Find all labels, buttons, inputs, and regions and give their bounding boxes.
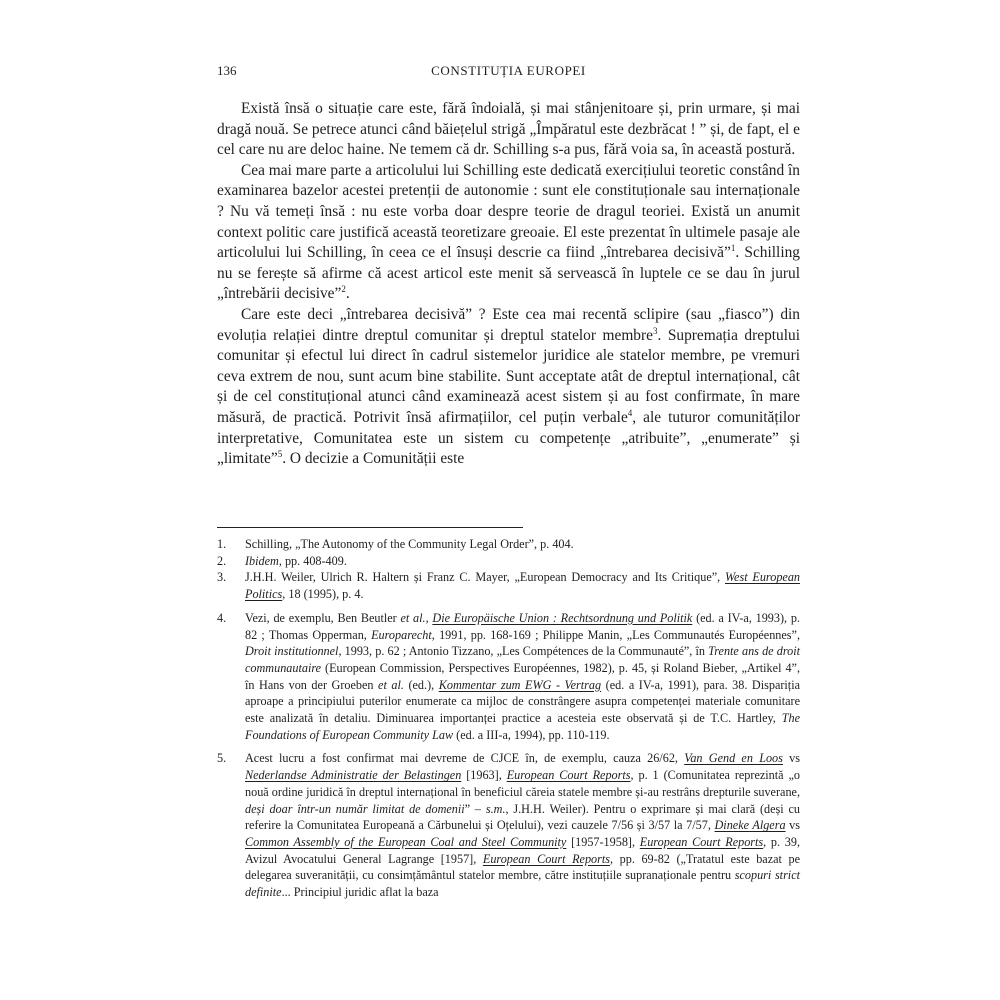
paragraph-3: Care este deci „întrebarea decisivă” ? Este cea mai recentă sclipire (sau „fiasco”) din evoluția relației dintre dreptul comunitar și dreptul statelor membre$^3$. Supremația dreptului comunitar și efectul lui direct în cadrul sistemelor juridice ale statelor membre, pe vremuri ceva extrem de nou, sunt acum bine stabilite. Sunt acceptate atât de dreptul internațional, cât și de cel constituțional atunci când examinează acest sistem și au fost confirmate, în mare măsură, de practică. Potrivit însă afirmațiilor, cel puțin verbale$^4$, ale tuturor comunităților interpretative, Comunitatea este un sistem cu competențe „atribuite”, „enumerate” și „limitate”$^5$. O decizie a Comunității este <box>217 305 801 468</box>
footnote-ref-5[interactable]: 5 <box>277 448 283 459</box>
footnote-ref-1[interactable]: 1 <box>730 243 736 254</box>
footnote-1 <box>217 536 800 553</box>
footnote-ref-2[interactable]: 2 <box>341 284 346 295</box>
paragraph-2: Cea mai mare parte a articolului lui Schilling este dedicată exercițiului teoretic constând în examinarea bazelor acestei pretenții de autonomie : sunt ele constituționale sau internaționale ? Nu vă temeți însă : nu este vorba doar despre teorie de dragul teoriei. Există un anumit context politic care justifică această teoretizare greoaie. El este prezentat în ultimele pasaje ale articolului lui Schilling, în ceea ce el însuși descrie ca fiind „întrebarea decisivă”$^1$. Schilling nu se ferește să afirme că acest articol este menit să servească în luptele ce se dau în jurul „întrebării decisive”$^2$. <box>217 161 800 303</box>
footnote-5 <box>217 750 800 900</box>
footnote-4 <box>217 610 800 744</box>
footnote-number: 5. <box>217 751 227 766</box>
footnote-divider <box>217 527 523 528</box>
footnote-ref-3[interactable]: 3 <box>652 325 658 336</box>
footnote-number: 1. <box>217 537 227 551</box>
footnotes-list <box>217 536 800 901</box>
footnote-2 <box>217 553 800 570</box>
page-number: 136 <box>217 63 237 78</box>
footnote-text: Ibidem, pp. 408-409. <box>245 553 347 568</box>
running-title: CONSTITUȚIA EUROPEI <box>431 63 586 78</box>
footnote-text: J.H.H. Weiler, Ulrich R. Haltern și Franz C. Mayer, „European Democracy and Its Critique”, West European Politics, 18 (1995), p. 4. <box>245 570 801 602</box>
page-header <box>217 63 800 83</box>
footnote-ref-4[interactable]: 4 <box>627 407 633 418</box>
footnote-number: 2. <box>217 553 227 568</box>
footnote-3 <box>217 569 800 602</box>
footnote-number: 3. <box>217 570 227 585</box>
footnote-number: 4. <box>217 610 227 625</box>
footnote-text: Vezi, de exemplu, Ben Beutler et al., Die Europäische Union : Rechtsordnung und Politik (ed. a IV-a, 1993), p. 82 ; Thomas Opperman, Europarecht, 1991, pp. 168-169 ; Philippe Manin, „Les Communautés Européennes”, Droit institutionnel, 1993, p. 62 ; Antonio Tizzano, „Les Compétences de la Communauté”, în Trente ans de droit communautaire (European Commission, Perspectives Européennes, 1982), p. 45, și Roland Bieber, „Artikel 4”, în Hans von der Groeben et al. (ed.), Kommentar zum EWG - Vertrag (ed. a IV-a, 1991), para. 38. Dispariția aproape a principiului puterilor enumerate ca mijloc de constrângere asupra competenței materiale comunitare este analizată în detaliu. Diminuarea importanței practice a acesteia este observată și de T.C. Hartley, The Foundations of European Community Law (ed. a III-a, 1994), pp. 110-119. <box>245 610 800 742</box>
body-text <box>217 99 800 470</box>
footnote-text: Schilling, „The Autonomy of the Community Legal Order”, p. 404. <box>245 537 574 551</box>
footnote-text: Acest lucru a fost confirmat mai devreme de CJCE în, de exemplu, cauza 26/62, Van Gend en Loos vs Nederlandse Administratie der Belastingen [1963], European Court Reports, p. 1 (Comunitatea reprezintă „o nouă ordine juridică în dreptul internațional în beneficiul căreia statele membre și-au restrâns drepturile suverane, deși doar într-un număr limitat de domenii” – s.m., J.H.H. Weiler). Pentru o exprimare și mai clară (deși cu referire la Comunitatea Europeană a Cărbunelui și Oțelului), vezi cauzele 7/56 și 3/57 la 7/57, Dineke Algera vs Common Assembly of the European Coal and Steel Community [1957-1958], European Court Reports, p. 39, Avizul Avocatului General Lagrange [1957], European Court Reports, pp. 69-82 („Tratatul este bazat pe delegarea suveranității, cu consimțământul statelor membre, către instituțiile supranaționale pentru scopuri strict definite... Principiul juridic aflat la baza <box>245 751 801 900</box>
paragraph-1: Există însă o situație care este, fără îndoială, și mai stânjenitoare și, prin urmare, și mai dragă nouă. Se petrece atunci când băiețelul strigă „Împăratul este dezbrăcat ! ” și, de fapt, el e cel care nu are deloc haine. Ne temem că dr. Schilling s-a pus, fără voia sa, în această postură. <box>217 100 800 159</box>
